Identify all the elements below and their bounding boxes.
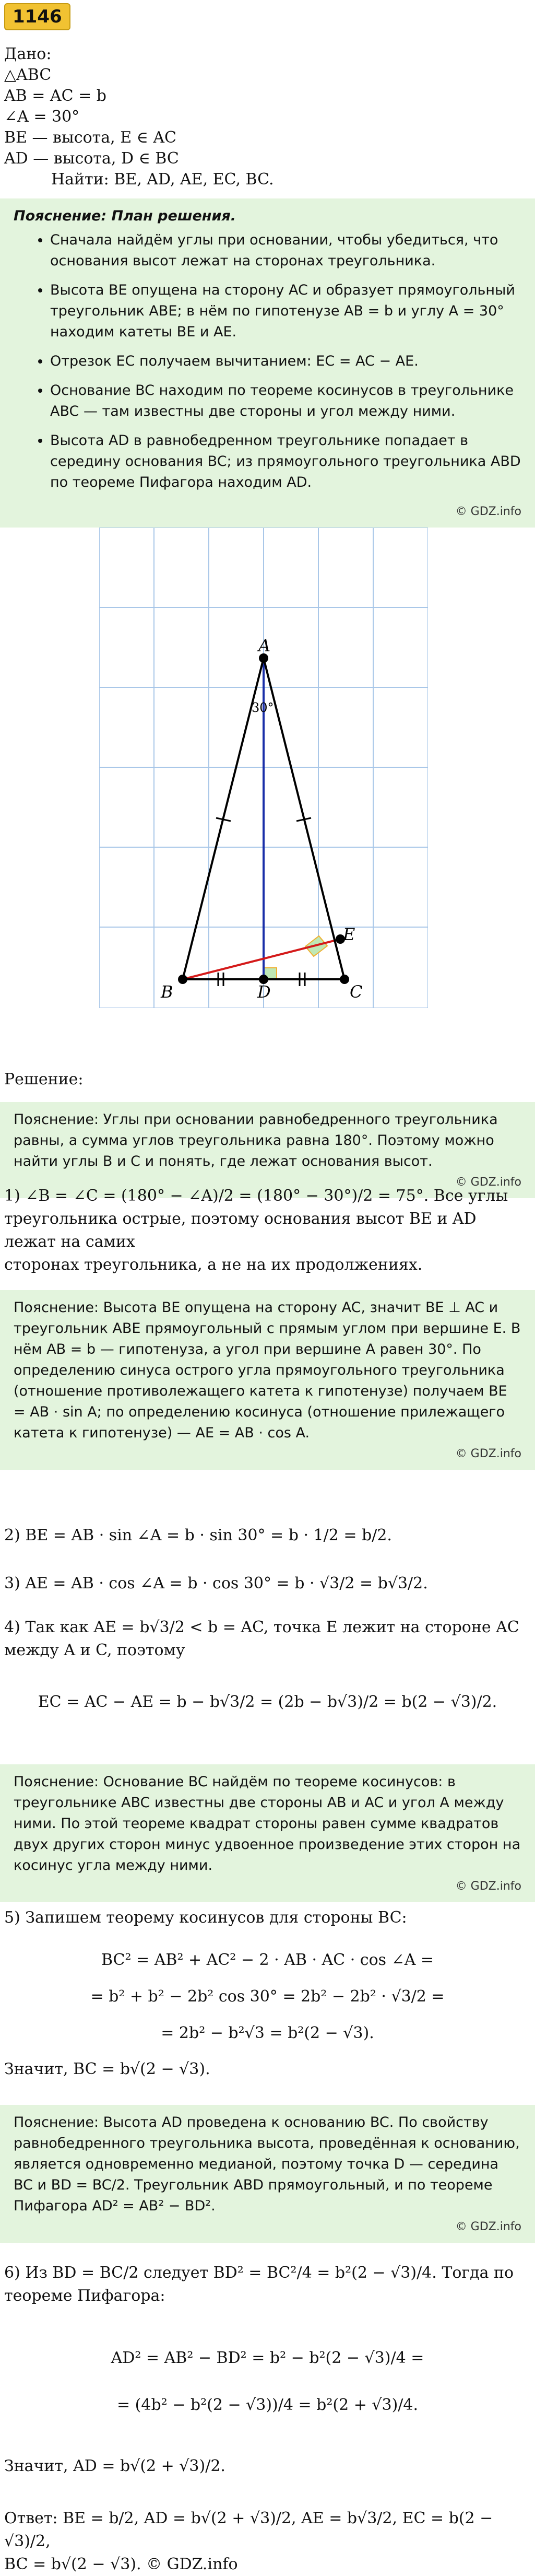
step-4 xyxy=(4,1616,529,1662)
explanation-panel-3 xyxy=(0,1764,535,1902)
credit-text: © GDZ.info xyxy=(455,1447,521,1460)
answer-line: Ответ: BE = b/2, AD = b√(2 + √3)/2, AE = b√3/2, EC = b(2 − √3)/2, xyxy=(4,2509,493,2550)
task-number-badge: 1146 xyxy=(4,3,70,30)
plan-item: • Отрезок EC получаем вычитанием: EC = AC − AE. xyxy=(50,351,521,372)
explanation-panel-2 xyxy=(0,1290,535,1470)
explanation-text: Пояснение: Высота AD проведена к основанию BC. По свойству равнобедренного треугольника высота, проведённая к основанию, является одновременно медианой, поэтому точка D — середина BC и BD = BC/2. Треугольник ABD прямоугольный, и по теореме Пифагора AD² = AB² − BD². xyxy=(14,2114,520,2214)
plan-panel xyxy=(0,198,535,528)
plan-item: • Основание BC находим по теореме косинусов в треугольнике ABC — там известны две стороны и угол между ними. xyxy=(50,380,521,422)
height-be xyxy=(183,939,340,979)
step-line: 1) ∠B = ∠C = (180° − ∠A)/2 = (180° − 30°)/2 = 75°. Все углы треугольника острые, поэтому основания высот BE и AD лежат на самих xyxy=(4,1187,508,1251)
result-ad: Значит, AD = b√(2 + √3)/2. xyxy=(4,2457,225,2475)
step-line: сторонах треугольника, а не на их продолжениях. xyxy=(4,1256,423,1274)
angle-a-label: 30° xyxy=(252,700,274,715)
step-line: 6) Из BD = BC/2 следует BD² = BC²/4 = b²(2 − √3)/4. Тогда по xyxy=(4,2264,514,2282)
formula-ad-2: = (4b² − b²(2 − √3))/4 = b²(2 + √3)/4. xyxy=(116,2396,419,2414)
plan-item: • Высота AD в равнобедренном треугольнике попадает в середину основания BC; из прямоугольного треугольника ABD по теореме Пифагора находим AD. xyxy=(50,430,521,493)
label-d: D xyxy=(257,982,271,1002)
step-line: 4) Так как AE = b√3/2 < b = AC, точка E лежит на стороне AC xyxy=(4,1618,519,1636)
point-c xyxy=(340,975,349,984)
plan-title: Пояснение: План решения. xyxy=(14,208,236,224)
formula-ad-1: AD² = AB² − BD² = b² − b²(2 − √3)/4 = xyxy=(111,2349,424,2367)
credit-text: © GDZ.info xyxy=(455,2220,521,2233)
step-3: 3) AE = AB · cos ∠A = b · cos 30° = b · √3/2 = b√3/2. xyxy=(4,1574,428,1593)
given-line: AB = AC = b xyxy=(4,87,106,105)
explanation-text: Пояснение: Основание BC найдём по теореме косинусов: в треугольнике ABC известны две стороны AB и AC и угол A между ними. По этой теореме квадрат стороны равен сумме квадратов двух других сторон минус удвоенное произведение этих сторон на косинус угла между ними. xyxy=(14,1774,521,1874)
explanation-panel-4 xyxy=(0,2105,535,2243)
given-line: △ABC xyxy=(4,66,52,84)
plan-list xyxy=(14,230,521,493)
credit-text: © GDZ.info xyxy=(455,505,521,518)
formula-bc-1: BC² = AB² + AC² − 2 · AB · AC · cos ∠A = xyxy=(101,1951,434,1969)
triangle-figure xyxy=(99,528,428,1008)
answer-line: BC = b√(2 − √3). © GDZ.info xyxy=(4,2555,238,2573)
step-5: 5) Запишем теорему косинусов для стороны BC: xyxy=(4,1908,407,1927)
given-line: AD — высота, D ∈ BC xyxy=(4,149,179,168)
explanation-panel-1 xyxy=(0,1102,535,1198)
formula-ec: EC = AC − AE = b − b√3/2 = (2b − b√3)/2 = b(2 − √3)/2. xyxy=(38,1693,497,1711)
label-a: A xyxy=(258,636,271,655)
label-b: B xyxy=(161,982,173,1002)
answer xyxy=(4,2507,529,2576)
solution-heading: Решение: xyxy=(4,1070,84,1088)
plan-item: • Сначала найдём углы при основании, чтобы убедиться, что основания высот лежат на сторонах треугольника. xyxy=(50,230,521,272)
formula-bc-3: = 2b² − b²√3 = b²(2 − √3). xyxy=(161,2024,374,2042)
find-line: Найти: BE, AD, AE, EC, BC. xyxy=(51,170,274,189)
point-b xyxy=(178,975,187,984)
label-e: E xyxy=(343,924,355,944)
result-bc: Значит, BC = b√(2 − √3). xyxy=(4,2060,210,2078)
plan-item: • Высота BE опущена на сторону AC и образует прямоугольный треугольник ABE; в нём по гипотенузе AB = b и углу A = 30° находим катеты BE и AE. xyxy=(50,280,521,343)
credit-text: © GDZ.info xyxy=(455,1176,521,1189)
step-1 xyxy=(4,1185,529,1277)
step-6 xyxy=(4,2262,529,2308)
explanation-text: Пояснение: Высота BE опущена на сторону AC, значит BE ⊥ AC и треугольник ABE прямоугольный с прямым углом при вершине E. В нём AB = b — гипотенуза, а угол при вершине A равен 30°. По определению синуса острого угла прямоугольного треугольника (отношение противолежащего катета к гипотенузе) получаем BE = AB · sin A; по определению косинуса (отношение прилежащего катета к гипотенузе) — AE = AB · cos A. xyxy=(14,1299,521,1441)
step-2: 2) BE = AB · sin ∠A = b · sin 30° = b · 1/2 = b/2. xyxy=(4,1526,392,1544)
formula-bc-2: = b² + b² − 2b² cos 30° = 2b² − 2b² · √3/2 = xyxy=(90,1987,445,2006)
given-block xyxy=(4,44,274,190)
credit-text: © GDZ.info xyxy=(455,1880,521,1893)
step-line: теореме Пифагора: xyxy=(4,2287,165,2305)
explanation-text: Пояснение: Углы при основании равнобедренного треугольника равны, а сумма углов треугольника равна 180°. Поэтому можно найти углы B и C и понять, где лежат основания высот. xyxy=(14,1111,498,1169)
label-c: C xyxy=(350,982,363,1002)
given-heading: Дано: xyxy=(4,45,52,63)
given-line: BE — высота, E ∈ AC xyxy=(4,128,176,147)
step-line: между A и C, поэтому xyxy=(4,1641,185,1659)
given-line: ∠A = 30° xyxy=(4,108,80,126)
